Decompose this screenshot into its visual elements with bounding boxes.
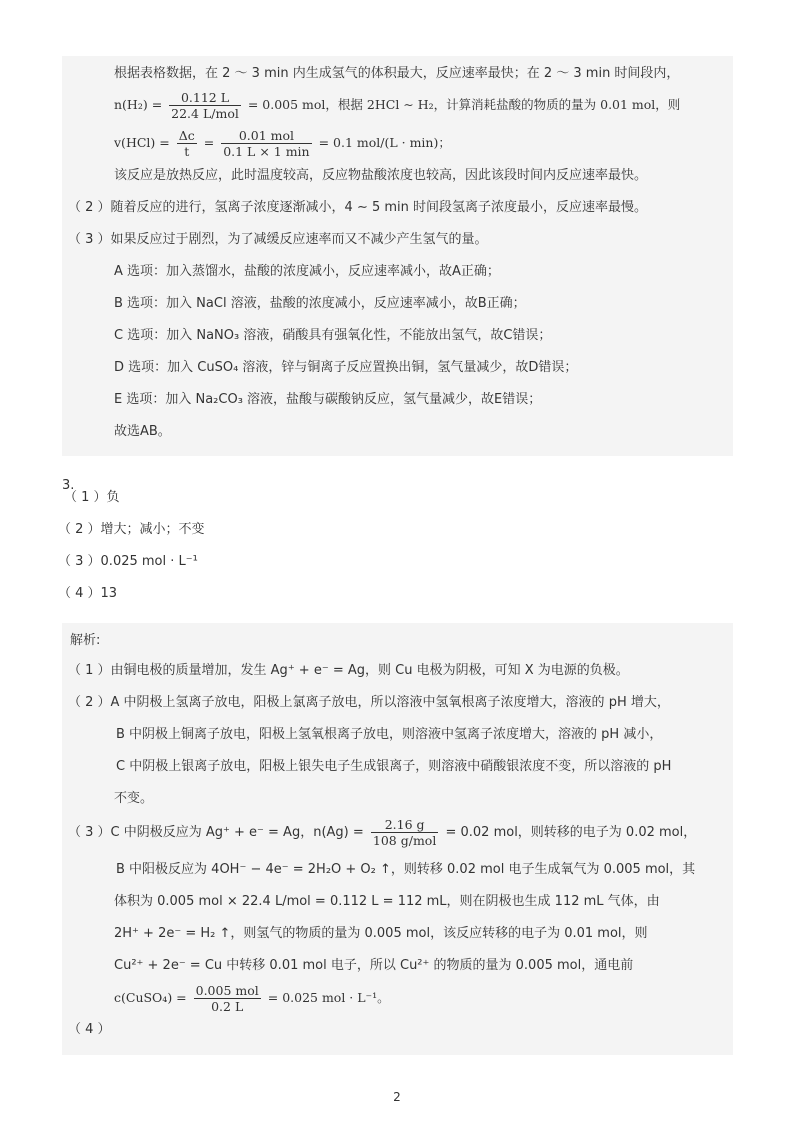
page-number: 2 <box>393 1090 401 1104</box>
answer-3: （ 3 ）0.025 mol · L⁻¹ <box>58 554 198 569</box>
fraction-numerator: 2.16 g <box>371 817 438 833</box>
analysis-p3-line <box>68 817 696 848</box>
text-line: 根据表格数据，在 2 ～ 3 min 内生成氢气的体积最大，反应速率最快；在 2 ～ 3 min 时间段内， <box>114 66 680 81</box>
formula-line <box>114 128 451 159</box>
fraction-numerator: 0.112 L <box>169 90 241 106</box>
analysis-label: 解析: <box>70 633 101 648</box>
formula-lhs: c(CuSO₄) = <box>114 990 187 1005</box>
analysis-p1: （ 1 ）由铜电极的质量增加，发生 Ag⁺ + e⁻ = Ag，则 Cu 电极为阴极，可知 X 为电源的负极。 <box>68 663 629 678</box>
option-e: E 选项：加入 Na₂CO₃ 溶液，盐酸与碳酸钠反应，氢气量减少，故E错误； <box>114 392 542 407</box>
fraction-numerator: Δc <box>178 128 195 143</box>
option-a: A 选项：加入蒸馏水，盐酸的浓度减小，反应速率减小，故A正确； <box>114 264 500 279</box>
analysis-p2-line: （ 2 ）A 中阴极上氢离子放电，阳极上氯离子放电，所以溶液中氢氧根离子浓度增大，溶液的 pH 增大， <box>68 695 670 710</box>
analysis-p3-line: 2H⁺ + 2e⁻ = H₂ ↑，则氢气的物质的量为 0.005 mol，该反应转移的电子为 0.01 mol，则 <box>114 926 648 941</box>
fraction <box>177 128 197 159</box>
analysis-p2-line: C 中阴极上银离子放电，阳极上银失电子生成银离子，则溶液中硝酸银浓度不变，所以溶液的 pH <box>116 759 672 774</box>
item-2: （ 2 ）随着反应的进行，氢离子浓度逐渐减小，4 ∼ 5 min 时间段氢离子浓度最小，反应速率最慢。 <box>68 200 648 215</box>
conclusion: 故选AB。 <box>114 424 171 439</box>
option-d: D 选项：加入 CuSO₄ 溶液，锌与铜离子反应置换出铜，氢气量减少，故D错误； <box>114 360 578 375</box>
fraction-denominator: 108 g/mol <box>372 833 437 848</box>
formula-lhs: n(H₂) = <box>114 97 163 112</box>
formula-rest: = 0.025 mol · L⁻¹。 <box>267 990 390 1005</box>
solution-panel-top <box>62 56 733 456</box>
analysis-p3-line: Cu²⁺ + 2e⁻ = Cu 中转移 0.01 mol 电子，所以 Cu²⁺ 的物质的量为 0.005 mol，通电前 <box>114 958 634 973</box>
analysis-p3-line <box>114 983 390 1014</box>
option-b: B 选项：加入 NaCl 溶液，盐酸的浓度减小，反应速率减小，故B正确； <box>114 296 526 311</box>
answer-4: （ 4 ）13 <box>58 586 118 601</box>
fraction-numerator: 0.01 mol <box>221 128 311 144</box>
equals-sign: = <box>203 135 215 150</box>
fraction <box>169 90 241 121</box>
analysis-p3-line: B 中阳极反应为 4OH⁻ − 4e⁻ = 2H₂O + O₂ ↑，则转移 0.02 mol 电子生成氧气为 0.005 mol，其 <box>116 862 696 877</box>
fraction <box>194 983 261 1014</box>
analysis-p2-line: 不变。 <box>114 791 154 806</box>
option-c: C 选项：加入 NaNO₃ 溶液，硝酸具有强氧化性，不能放出氢气，故C错误； <box>114 328 552 343</box>
item-3: （ 3 ）如果反应过于剧烈，为了减缓反应速率而又不减少产生氢气的量。 <box>68 232 488 247</box>
formula-rest: = 0.005 mol，根据 2HCl ∼ H₂，计算消耗盐酸的物质的量为 0.01 mol，则 <box>247 97 681 112</box>
fraction <box>371 817 438 848</box>
answer-1: （ 1 ）负 <box>64 490 120 505</box>
fraction-denominator: 0.2 L <box>211 999 244 1014</box>
analysis-p2-line: B 中阴极上铜离子放电，阳极上氢氧根离子放电，则溶液中氢离子浓度增大，溶液的 pH 减小， <box>116 727 663 742</box>
formula-text: （ 3 ）C 中阴极反应为 Ag⁺ + e⁻ = Ag，n(Ag) = <box>68 825 364 840</box>
formula-lhs: v(HCl) = <box>114 135 170 150</box>
fraction-denominator: 0.1 L × 1 min <box>223 144 310 159</box>
analysis-panel <box>62 623 733 1055</box>
answer-2: （ 2 ）增大；减小；不变 <box>58 522 205 537</box>
analysis-p4: （ 4 ） <box>68 1022 111 1037</box>
fraction-numerator: 0.005 mol <box>195 983 259 998</box>
formula-text: = 0.02 mol，则转移的电子为 0.02 mol， <box>445 825 697 840</box>
formula-line <box>114 90 680 121</box>
fraction <box>221 128 311 159</box>
formula-rest: = 0.1 mol/(L · min)； <box>318 135 451 150</box>
fraction-denominator: 22.4 L/mol <box>171 106 239 121</box>
fraction-denominator: t <box>184 144 190 159</box>
analysis-p3-line: 体积为 0.005 mol × 22.4 L/mol = 0.112 L = 112 mL，则在阴极也生成 112 mL 气体，由 <box>114 894 660 909</box>
question-number: 3. <box>62 478 75 493</box>
text-line: 该反应是放热反应，此时温度较高，反应物盐酸浓度也较高，因此该段时间内反应速率最快。 <box>114 168 648 183</box>
